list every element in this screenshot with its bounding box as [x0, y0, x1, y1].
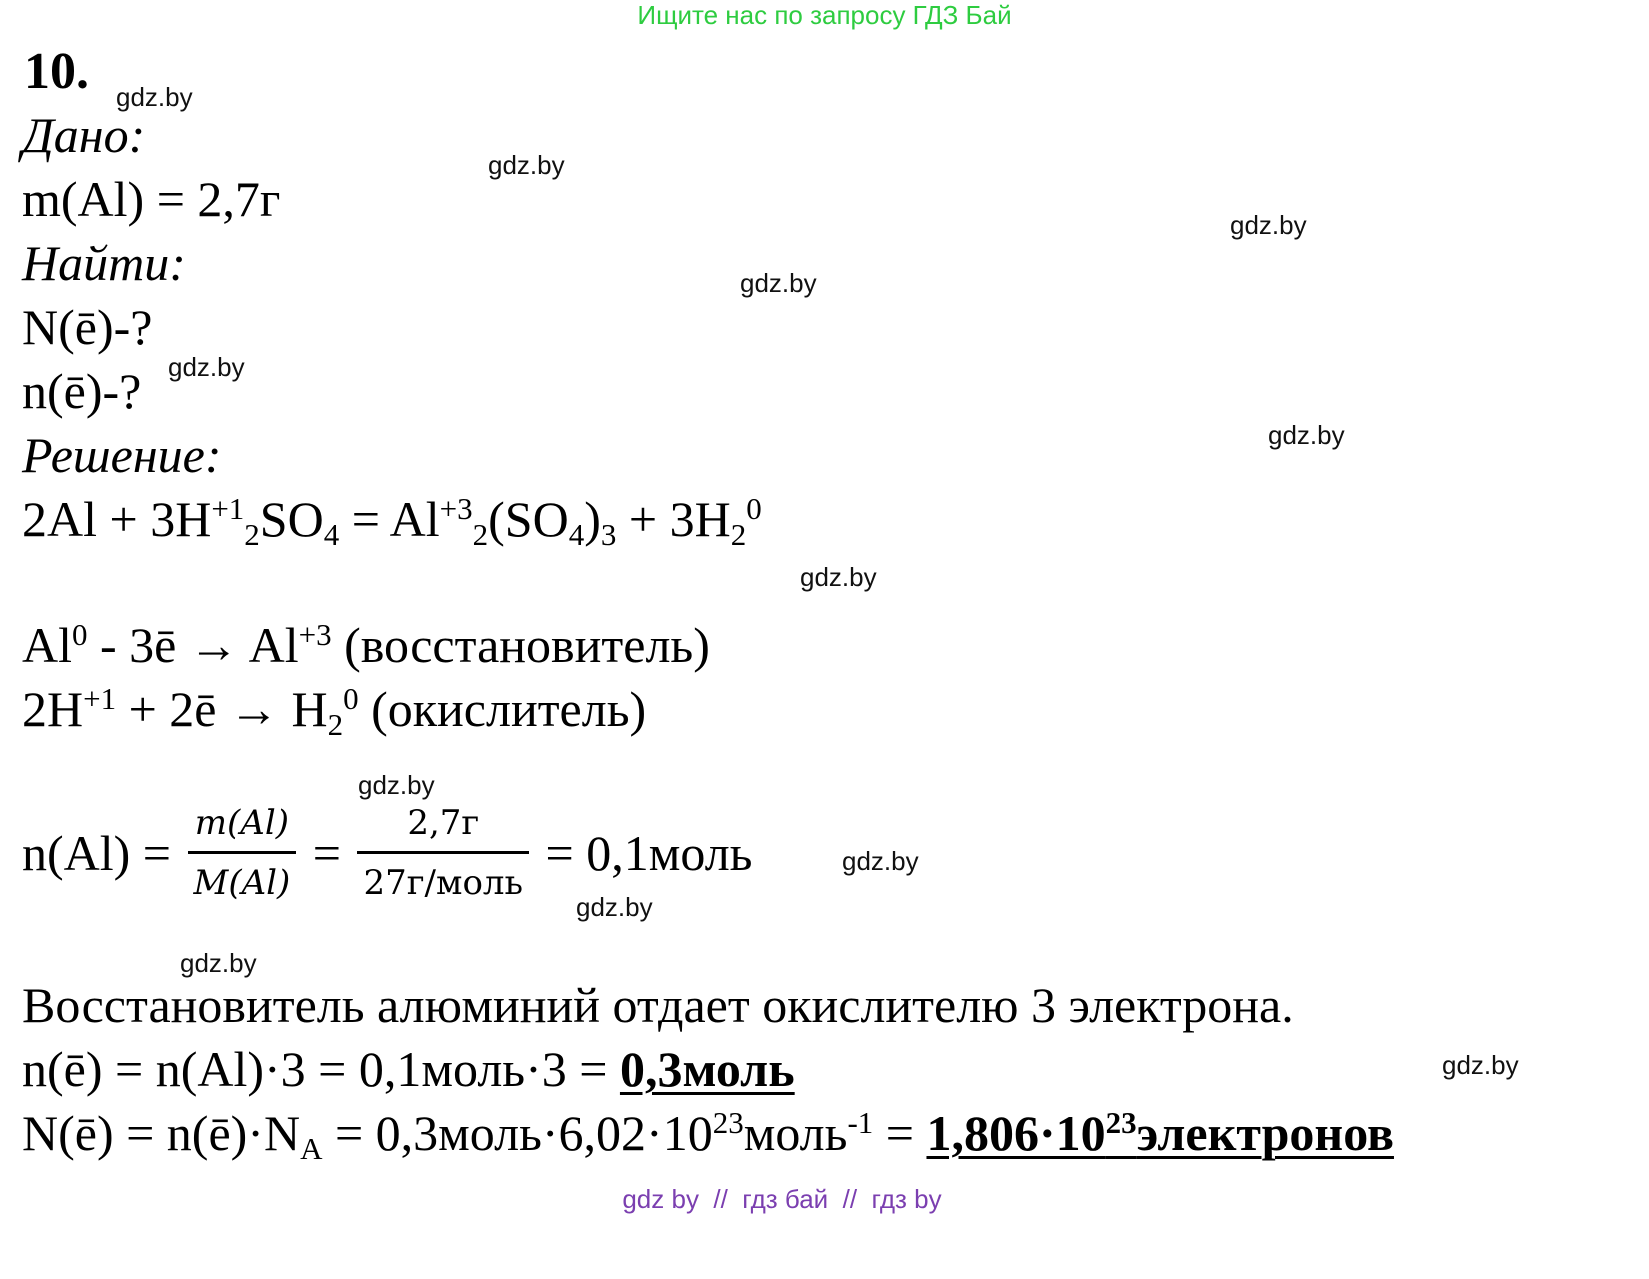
fraction-mass-over-molar: $\frac{m(Al)}{M(Al)}$ — [188, 802, 297, 904]
watermark: gdz.by — [800, 562, 877, 592]
watermark: gdz.by — [1268, 420, 1345, 450]
find-electron-count: N(ē)-? — [22, 299, 153, 355]
watermark: gdz.by — [116, 82, 193, 112]
answer-electron-moles: 0,3моль — [619, 1041, 795, 1097]
half-reaction-reducer: Al$^0$ - 3ē → $Al^{+3}$ (восстановитель) — [22, 616, 710, 673]
problem-number: 10. — [24, 43, 89, 100]
given-heading: Дано: — [22, 107, 146, 163]
reaction-equation: $2Al + 3H^{+1}_2SO_4 = Al^{+3}_2(SO_4)_3 + 3H_2^0$ — [22, 490, 762, 552]
find-electron-moles: n(ē)-? — [22, 363, 142, 419]
watermark: gdz.by — [842, 846, 919, 876]
bottom-banner: gdz by // гдз бай // гдз by — [622, 1184, 942, 1214]
watermark: gdz.by — [740, 268, 817, 298]
solution-heading: Решение: — [22, 427, 222, 483]
given-value: m(Al) = 2,7г — [22, 171, 281, 227]
electron-count-line: N(ē) = $n(ē)\cdot N_A$ = $0,3моль\cdot 6,02\cdot 10^{23}моль^{-1}$ = $1,806\cdot 10^{23}электронов$ — [22, 1104, 1394, 1166]
watermark: gdz.by — [180, 948, 257, 978]
find-heading: Найти: — [22, 235, 186, 291]
moles-calculation: n(Al) = $\frac{m(Al)}{M(Al)}$ = $\frac{2,7г}{\text{27г/моль}}$ = 0,1моль — [22, 803, 753, 903]
watermark: gdz.by — [1230, 210, 1307, 240]
watermark: gdz.by — [358, 770, 435, 800]
top-banner: Ищите нас по запросу ГДЗ Бай — [637, 0, 1012, 30]
watermark: gdz.by — [576, 892, 653, 922]
electron-moles-line: n(ē) = n(Al)·3 = 0,1моль·3 = 0,3моль — [22, 1041, 795, 1097]
electron-statement: Восстановитель алюминий отдает окислителю 3 электрона. — [22, 977, 1294, 1033]
watermark: gdz.by — [488, 150, 565, 180]
half-reaction-oxidizer: $2H^{+1}$ + 2ē → $H_2^0$ (окислитель) — [22, 680, 647, 742]
fraction-values: $\frac{2,7г}{\text{27г/моль}}$ — [357, 802, 529, 904]
watermark: gdz.by — [1442, 1050, 1519, 1080]
answer-electron-count: $1,806\cdot 10^{23}электронов$ — [926, 1104, 1394, 1161]
watermark: gdz.by — [168, 352, 245, 382]
